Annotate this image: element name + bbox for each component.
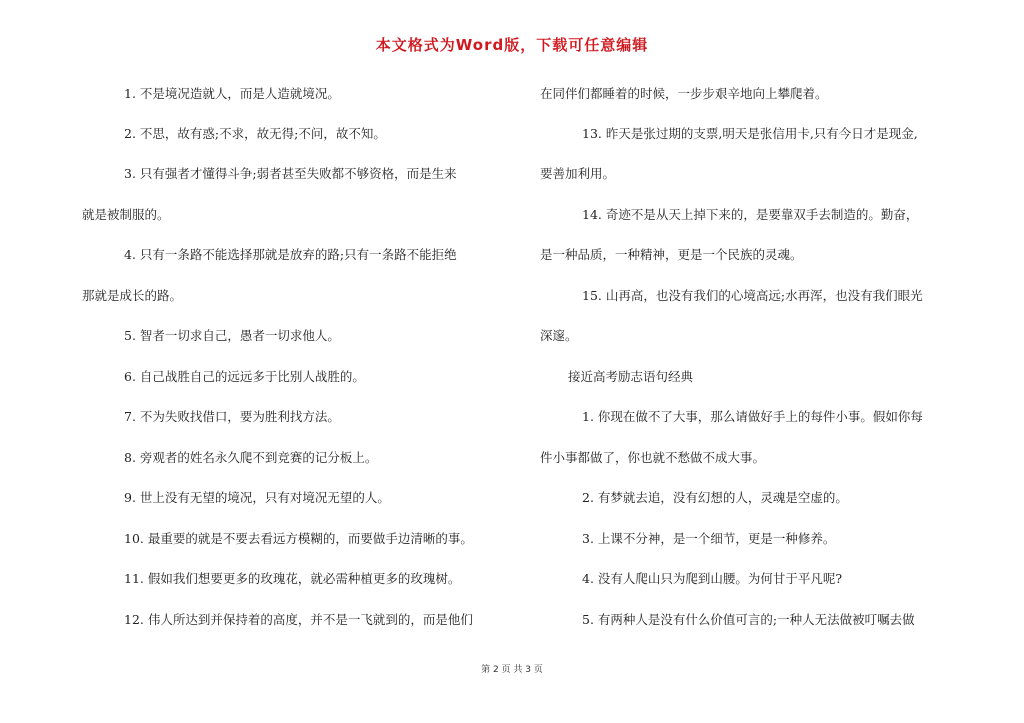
text-line: 深邃。 (540, 328, 578, 343)
text-line: 8. 旁观者的姓名永久爬不到竞赛的记分板上。 (124, 450, 378, 465)
text-line: 15. 山再高，也没有我们的心境高远;水再浑，也没有我们眼光 (582, 288, 923, 303)
text-line: 10. 最重要的就是不要去看远方模糊的，而要做手边清晰的事。 (124, 531, 473, 546)
text-line: 要善加利用。 (540, 166, 616, 181)
text-line: 14. 奇迹不是从天上掉下来的，是要靠双手去制造的。勤奋， (582, 207, 919, 222)
text-line: 2. 不思，故有惑;不求，故无得;不问，故不知。 (124, 126, 386, 141)
text-line: 在同伴们都睡着的时候，一步步艰辛地向上攀爬着。 (540, 86, 828, 101)
page-number-footer: 第 2 页 共 3 页 (481, 665, 543, 675)
text-line: 3. 上课不分神，是一个细节，更是一种修养。 (582, 531, 836, 546)
text-line: 5. 有两种人是没有什么价值可言的;一种人无法做被叮嘱去做 (582, 612, 915, 627)
text-line: 13. 昨天是张过期的支票,明天是张信用卡,只有今日才是现金, (582, 126, 918, 141)
text-line: 1. 不是境况造就人，而是人造就境况。 (124, 86, 340, 101)
text-line: 3. 只有强者才懂得斗争;弱者甚至失败都不够资格，而是生来 (124, 166, 457, 181)
text-line: 12. 伟人所达到并保持着的高度，并不是一飞就到的，而是他们 (124, 612, 473, 627)
text-line: 5. 智者一切求自己，愚者一切求他人。 (124, 328, 340, 343)
text-line: 6. 自己战胜自己的远远多于比别人战胜的。 (124, 369, 365, 384)
text-line: 7. 不为失败找借口，要为胜利找方法。 (124, 409, 340, 424)
text-line: 4. 只有一条路不能选择那就是放弃的路;只有一条路不能拒绝 (124, 247, 457, 262)
text-line: 那就是成长的路。 (82, 288, 183, 303)
text-line: 件小事都做了，你也就不愁做不成大事。 (540, 450, 766, 465)
text-line: 4. 没有人爬山只为爬到山腰。为何甘于平凡呢? (582, 571, 843, 586)
text-line: 1. 你现在做不了大事，那么请做好手上的每件小事。假如你每 (582, 409, 923, 424)
section-heading: 接近高考励志语句经典 (568, 369, 694, 384)
text-line: 9. 世上没有无望的境况，只有对境况无望的人。 (124, 490, 390, 505)
text-line: 是一种品质，一种精神，更是一个民族的灵魂。 (540, 247, 803, 262)
document-header-title: 本文格式为Word版，下载可任意编辑 (375, 36, 649, 54)
text-line: 就是被制服的。 (82, 207, 170, 222)
text-line: 11. 假如我们想要更多的玫瑰花，就必需种植更多的玫瑰树。 (124, 571, 461, 586)
text-line: 2. 有梦就去追，没有幻想的人，灵魂是空虚的。 (582, 490, 848, 505)
